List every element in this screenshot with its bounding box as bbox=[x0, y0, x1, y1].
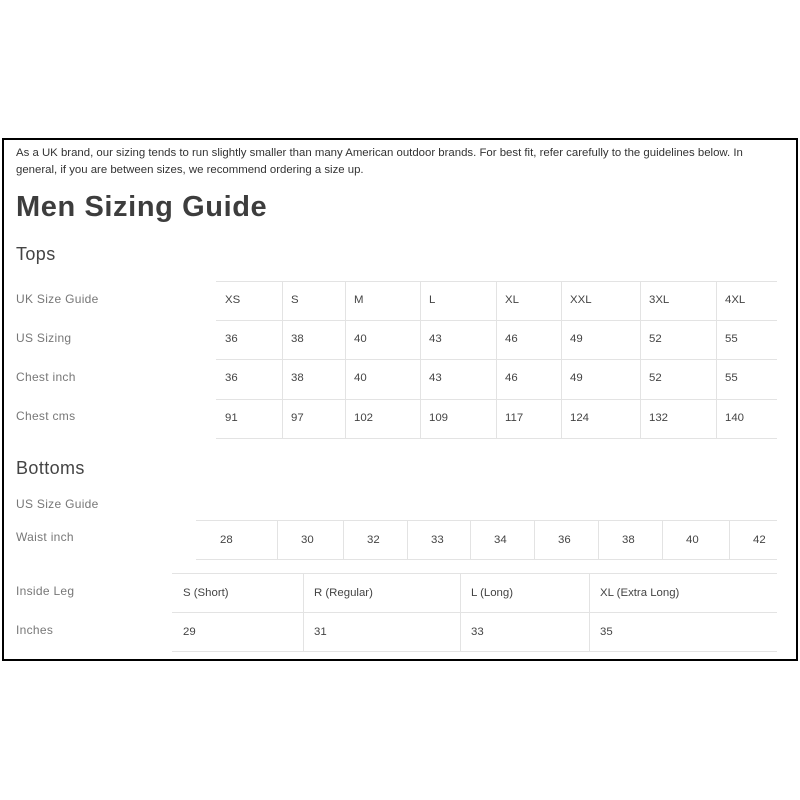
tops-cell: 52 bbox=[649, 333, 662, 345]
waist-cell: 36 bbox=[558, 534, 571, 546]
tops-cell: 36 bbox=[225, 333, 238, 345]
tops-cell: 102 bbox=[354, 412, 374, 424]
waist-column-divider bbox=[662, 520, 663, 559]
tops-cell: 36 bbox=[225, 372, 238, 384]
tops-cell: 46 bbox=[505, 333, 518, 345]
bottoms-heading: Bottoms bbox=[16, 458, 85, 478]
tops-cell: S bbox=[291, 294, 299, 306]
inches-cell: 35 bbox=[600, 626, 613, 638]
tops-column-divider bbox=[496, 281, 497, 439]
waist-column-divider bbox=[470, 520, 471, 559]
inside-leg-cell: L (Long) bbox=[471, 587, 514, 599]
tops-cell: 4XL bbox=[725, 294, 746, 306]
waist-cell: 32 bbox=[367, 534, 380, 546]
tops-heading: Tops bbox=[16, 244, 56, 264]
tops-cell: XL bbox=[505, 294, 519, 306]
waist-cell: 34 bbox=[494, 534, 507, 546]
waist-column-divider bbox=[407, 520, 408, 559]
tops-cell: XS bbox=[225, 294, 241, 306]
inside-leg-column-divider bbox=[589, 573, 590, 651]
inside-leg-cell: S (Short) bbox=[183, 587, 229, 599]
waist-row-divider bbox=[196, 520, 777, 521]
inside-leg-cell: XL (Extra Long) bbox=[600, 587, 680, 599]
tops-cell: 3XL bbox=[649, 294, 670, 306]
waist-cell: 40 bbox=[686, 534, 699, 546]
tops-row-label: US Sizing bbox=[16, 331, 72, 345]
waist-column-divider bbox=[534, 520, 535, 559]
tops-cell: 124 bbox=[570, 412, 590, 424]
tops-column-divider bbox=[716, 281, 717, 439]
tops-cell: 40 bbox=[354, 333, 367, 345]
tops-cell: 55 bbox=[725, 372, 738, 384]
us-size-guide-label: US Size Guide bbox=[16, 497, 99, 511]
inside-leg-column-divider bbox=[460, 573, 461, 651]
tops-cell: 49 bbox=[570, 333, 583, 345]
inches-cell: 31 bbox=[314, 626, 327, 638]
waist-cell: 28 bbox=[220, 534, 233, 546]
tops-row-label: Chest inch bbox=[16, 370, 76, 384]
waist-row-divider bbox=[196, 559, 777, 560]
inside-leg-label: Inside Leg bbox=[16, 584, 75, 598]
inside-leg-cell: R (Regular) bbox=[314, 587, 373, 599]
tops-cell: 55 bbox=[725, 333, 738, 345]
waist-cell: 38 bbox=[622, 534, 635, 546]
waist-cell: 33 bbox=[431, 534, 444, 546]
tops-column-divider bbox=[420, 281, 421, 439]
tops-row-label: UK Size Guide bbox=[16, 292, 99, 306]
tops-cell: 132 bbox=[649, 412, 669, 424]
waist-inch-label: Waist inch bbox=[16, 530, 74, 544]
waist-column-divider bbox=[277, 520, 278, 559]
tops-cell: 52 bbox=[649, 372, 662, 384]
tops-cell: 46 bbox=[505, 372, 518, 384]
inside-leg-row-divider bbox=[172, 573, 777, 574]
tops-cell: 38 bbox=[291, 333, 304, 345]
waist-cell: 42 bbox=[753, 534, 766, 546]
tops-cell: L bbox=[429, 294, 436, 306]
waist-cell: 30 bbox=[301, 534, 314, 546]
tops-cell: 117 bbox=[505, 412, 524, 424]
tops-column-divider bbox=[345, 281, 346, 439]
inside-leg-row-divider bbox=[172, 612, 777, 613]
tops-cell: 140 bbox=[725, 412, 745, 424]
tops-column-divider bbox=[640, 281, 641, 439]
tops-cell: 49 bbox=[570, 372, 583, 384]
tops-cell: 97 bbox=[291, 412, 304, 424]
tops-cell: 43 bbox=[429, 372, 442, 384]
tops-cell: M bbox=[354, 294, 364, 306]
tops-cell: XXL bbox=[570, 294, 592, 306]
waist-column-divider bbox=[343, 520, 344, 559]
tops-column-divider bbox=[282, 281, 283, 439]
tops-row-label: Chest cms bbox=[16, 409, 76, 423]
inches-cell: 33 bbox=[471, 626, 484, 638]
tops-cell: 38 bbox=[291, 372, 304, 384]
tops-cell: 40 bbox=[354, 372, 367, 384]
inches-label: Inches bbox=[16, 623, 54, 637]
waist-column-divider bbox=[598, 520, 599, 559]
tops-cell: 43 bbox=[429, 333, 442, 345]
inside-leg-column-divider bbox=[303, 573, 304, 651]
inches-cell: 29 bbox=[183, 626, 196, 638]
tops-cell: 109 bbox=[429, 412, 449, 424]
waist-column-divider bbox=[729, 520, 730, 559]
tops-cell: 91 bbox=[225, 412, 238, 424]
page-title: Men Sizing Guide bbox=[16, 191, 268, 223]
inside-leg-row-divider bbox=[172, 651, 777, 652]
sizing-guide-panel bbox=[2, 138, 798, 661]
tops-column-divider bbox=[561, 281, 562, 439]
intro-text: As a UK brand, our sizing tends to run slightly smaller than many American outdoor brands. For best fit, refer carefully to the guidelines below. In general, if you are between sizes, we recommend ordering a size up. bbox=[16, 147, 743, 176]
